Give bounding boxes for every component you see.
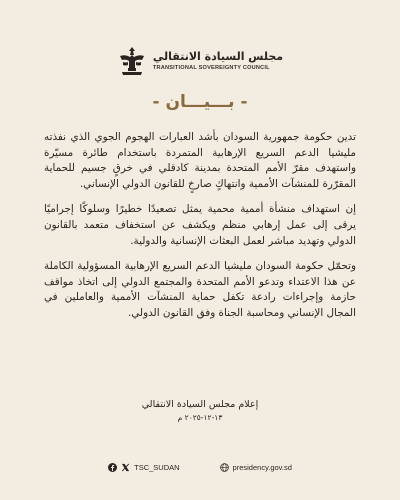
council-name-english: TRANSITIONAL SOVEREIGNTY COUNCIL <box>152 64 270 71</box>
statement-title: - بـــيـــان - <box>152 92 248 112</box>
header <box>110 44 290 78</box>
website-link[interactable]: presidency.gov.sd <box>232 462 292 472</box>
statement-body <box>44 130 356 332</box>
social-handle-group[interactable] <box>108 463 179 472</box>
facebook-icon[interactable] <box>108 463 117 472</box>
website-group[interactable] <box>220 463 292 472</box>
x-icon[interactable] <box>121 463 130 472</box>
paragraph-2: إن استهداف منشأة أممية محمية يمثل تصعيدًا خطيرًا وسلوكًا إجراميًا يرقى إلى عمل إرهابي منظم ويكشف عن استخفاف متعمد بالقانون الدولي وتهديد مباشر لعمل البعثات الإنسانية والدولية. <box>44 203 356 247</box>
paragraph-1: تدين حكومة جمهورية السودان بأشد العبارات الهجوم الجوي الذي نفذته مليشيا الدعم السريع الإرهابية المتمردة باستخدام طائرة مسيّرة واستهدف مقرّ الأمم المتحدة بمدينة كادقلي في خرقٍ جسيم للحماية المقرّرة للمنشآت الأممية وانتهاكٍ صارخٍ للقانون الدولي الإنساني. <box>44 131 356 190</box>
council-name-block <box>153 50 283 73</box>
secretary-bird-emblem-icon <box>117 44 147 78</box>
signature-block <box>100 398 300 424</box>
paragraph-3: وتحمّل حكومة السودان مليشيا الدعم السريع الإرهابية المسؤولية الكاملة عن هذا الاعتداء وتدعو الأمم المتحدة والمجتمع الدولي إلى اتخاذ مواقف حازمة وإجراءات رادعة تكفل حماية المنشآت الأممية والعاملين في المجال الإنساني ومحاسبة الجناة وفق القانون الدولي. <box>44 260 356 319</box>
footer <box>0 458 400 476</box>
globe-icon[interactable] <box>220 463 229 472</box>
signature-line: إعلام مجلس السيادة الانتقالي <box>141 399 259 410</box>
statement-date: ١٣-١٢-٢٠٢٥ م <box>177 413 223 422</box>
social-handle[interactable]: TSC_SUDAN <box>134 462 180 472</box>
council-name-arabic: مجلس السيادة الانتقالي <box>152 49 284 63</box>
